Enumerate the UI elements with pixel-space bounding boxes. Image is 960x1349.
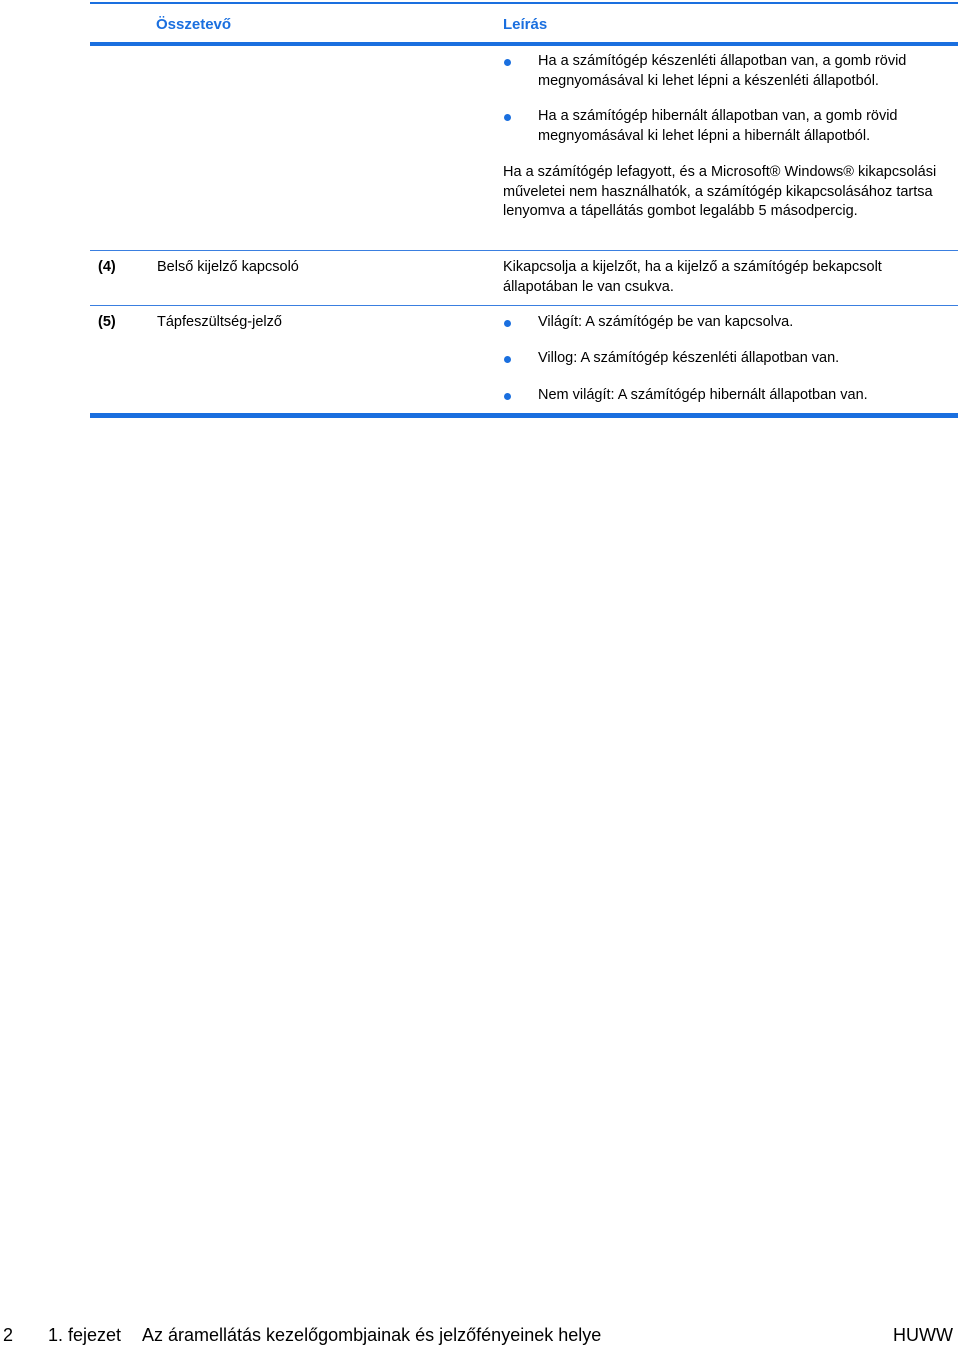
power-bullet-2: Ha a számítógép hibernált állapotban van, a gomb rövid megnyomásával ki lehet lépni a hibernált állapotból. — [538, 108, 898, 144]
row-5-bullet-3: Nem világít: A számítógép hibernált állapotban van. — [538, 387, 868, 403]
row-5-bullet-1: Világít: A számítógép be van kapcsolva. — [538, 314, 794, 330]
bullet-icon — [504, 59, 511, 66]
row-divider — [90, 250, 958, 251]
chapter-label: 1. fejezet — [48, 1325, 122, 1345]
table-bottom-rule — [90, 413, 958, 418]
power-paragraph: Ha a számítógép lefagyott, és a Microsoft® Windows® kikapcsolási műveletei nem használhatók, a számítógép kikapcsolásához tartsa lenyomva a tápellátás gombot legalább 5 másodpercig. — [503, 164, 937, 219]
row-4-component: Belső kijelző kapcsoló — [157, 259, 299, 275]
bullet-icon — [504, 356, 511, 363]
row-5-component: Tápfeszültség-jelző — [157, 314, 282, 330]
row-4-number: (4) — [98, 259, 116, 275]
power-bullet-1: Ha a számítógép készenléti állapotban van, a gomb rövid megnyomásával ki lehet lépni a készenléti állapotból. — [538, 53, 907, 89]
brand-label: HUWW — [893, 1325, 953, 1345]
row-divider — [90, 305, 958, 306]
table-header-rule — [90, 42, 958, 46]
bullet-icon — [504, 114, 511, 121]
row-4-description: Kikapcsolja a kijelzőt, ha a kijelző a számítógép bekapcsolt állapotában le van csukva. — [503, 259, 882, 295]
header-component: Összetevő — [156, 16, 232, 33]
row-5-bullet-2: Villog: A számítógép készenléti állapotban van. — [538, 350, 840, 366]
bullet-icon — [504, 393, 511, 400]
page-number: 2 — [3, 1325, 14, 1345]
row-5-number: (5) — [98, 314, 116, 330]
header-description: Leírás — [503, 16, 548, 33]
chapter-title: Az áramellátás kezelőgombjainak és jelzőfényeinek helye — [142, 1325, 602, 1345]
table-header — [90, 4, 958, 44]
bullet-icon — [504, 320, 511, 327]
